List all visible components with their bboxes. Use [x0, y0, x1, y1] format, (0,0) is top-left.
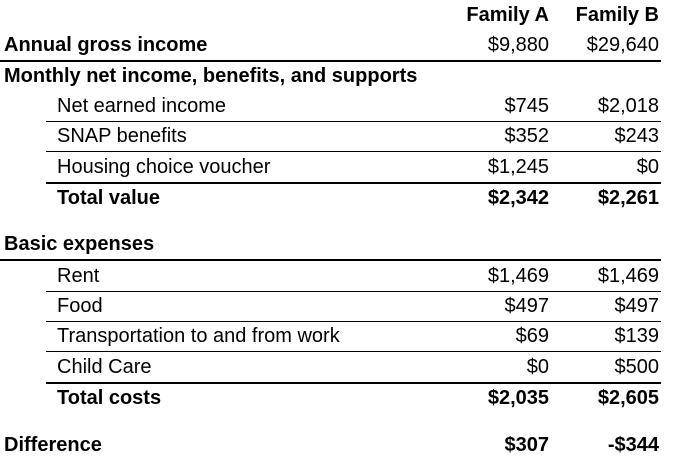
- row-family-a: $1,469: [487, 265, 549, 287]
- expenses-section-title: Basic expenses: [4, 233, 155, 255]
- row-label: Housing choice voucher: [57, 156, 271, 178]
- row-label: SNAP benefits: [57, 125, 187, 147]
- total-value-label: Total value: [57, 187, 160, 209]
- row-label: Transportation to and from work: [57, 325, 340, 347]
- table-row: [0, 352, 674, 382]
- row-family-b: $139: [614, 325, 659, 347]
- table-row: [0, 91, 674, 121]
- row-label: Rent: [57, 265, 100, 287]
- difference-family-a: $307: [504, 434, 549, 456]
- annual-gross-income-row: [0, 30, 674, 60]
- total-costs-row: [0, 383, 674, 413]
- difference-family-b: -$344: [607, 434, 659, 456]
- total-value-family-b: $2,261: [597, 187, 659, 209]
- table-row: [0, 121, 674, 151]
- row-family-b: $2,018: [597, 95, 659, 117]
- total-costs-family-a: $2,035: [487, 387, 549, 409]
- row-family-b: $0: [636, 156, 659, 178]
- annual-gross-income-family-a: $9,880: [487, 34, 549, 56]
- row-family-b: $243: [614, 125, 659, 147]
- row-family-a: $497: [504, 295, 549, 317]
- row-label: Food: [57, 295, 103, 317]
- row-family-a: $69: [515, 325, 549, 347]
- total-costs-family-b: $2,605: [597, 387, 659, 409]
- row-label: Child Care: [57, 356, 152, 378]
- row-family-b: $1,469: [597, 265, 659, 287]
- row-family-a: $352: [504, 125, 549, 147]
- header-family-b: Family B: [575, 4, 659, 26]
- monthly-section-title-row: [0, 61, 674, 91]
- table-row: [0, 152, 674, 182]
- difference-row: [0, 430, 674, 460]
- row-family-a: $745: [504, 95, 549, 117]
- row-family-b: $500: [614, 356, 659, 378]
- table-row: [0, 291, 674, 321]
- difference-label: Difference: [4, 434, 102, 456]
- table-row: [0, 321, 674, 351]
- table-header: [0, 0, 674, 30]
- annual-gross-income-family-b: $29,640: [586, 34, 659, 56]
- monthly-section-title: Monthly net income, benefits, and supports: [4, 65, 418, 87]
- total-value-row: [0, 183, 674, 213]
- annual-gross-income-label: Annual gross income: [4, 34, 208, 56]
- total-costs-label: Total costs: [57, 387, 162, 409]
- expenses-section-title-row: [0, 229, 674, 259]
- row-label: Net earned income: [57, 95, 226, 117]
- header-family-a: Family A: [466, 4, 549, 26]
- table-row: [0, 261, 674, 291]
- row-family-a: $0: [526, 356, 549, 378]
- row-family-a: $1,245: [487, 156, 549, 178]
- row-family-b: $497: [614, 295, 659, 317]
- total-value-family-a: $2,342: [487, 187, 549, 209]
